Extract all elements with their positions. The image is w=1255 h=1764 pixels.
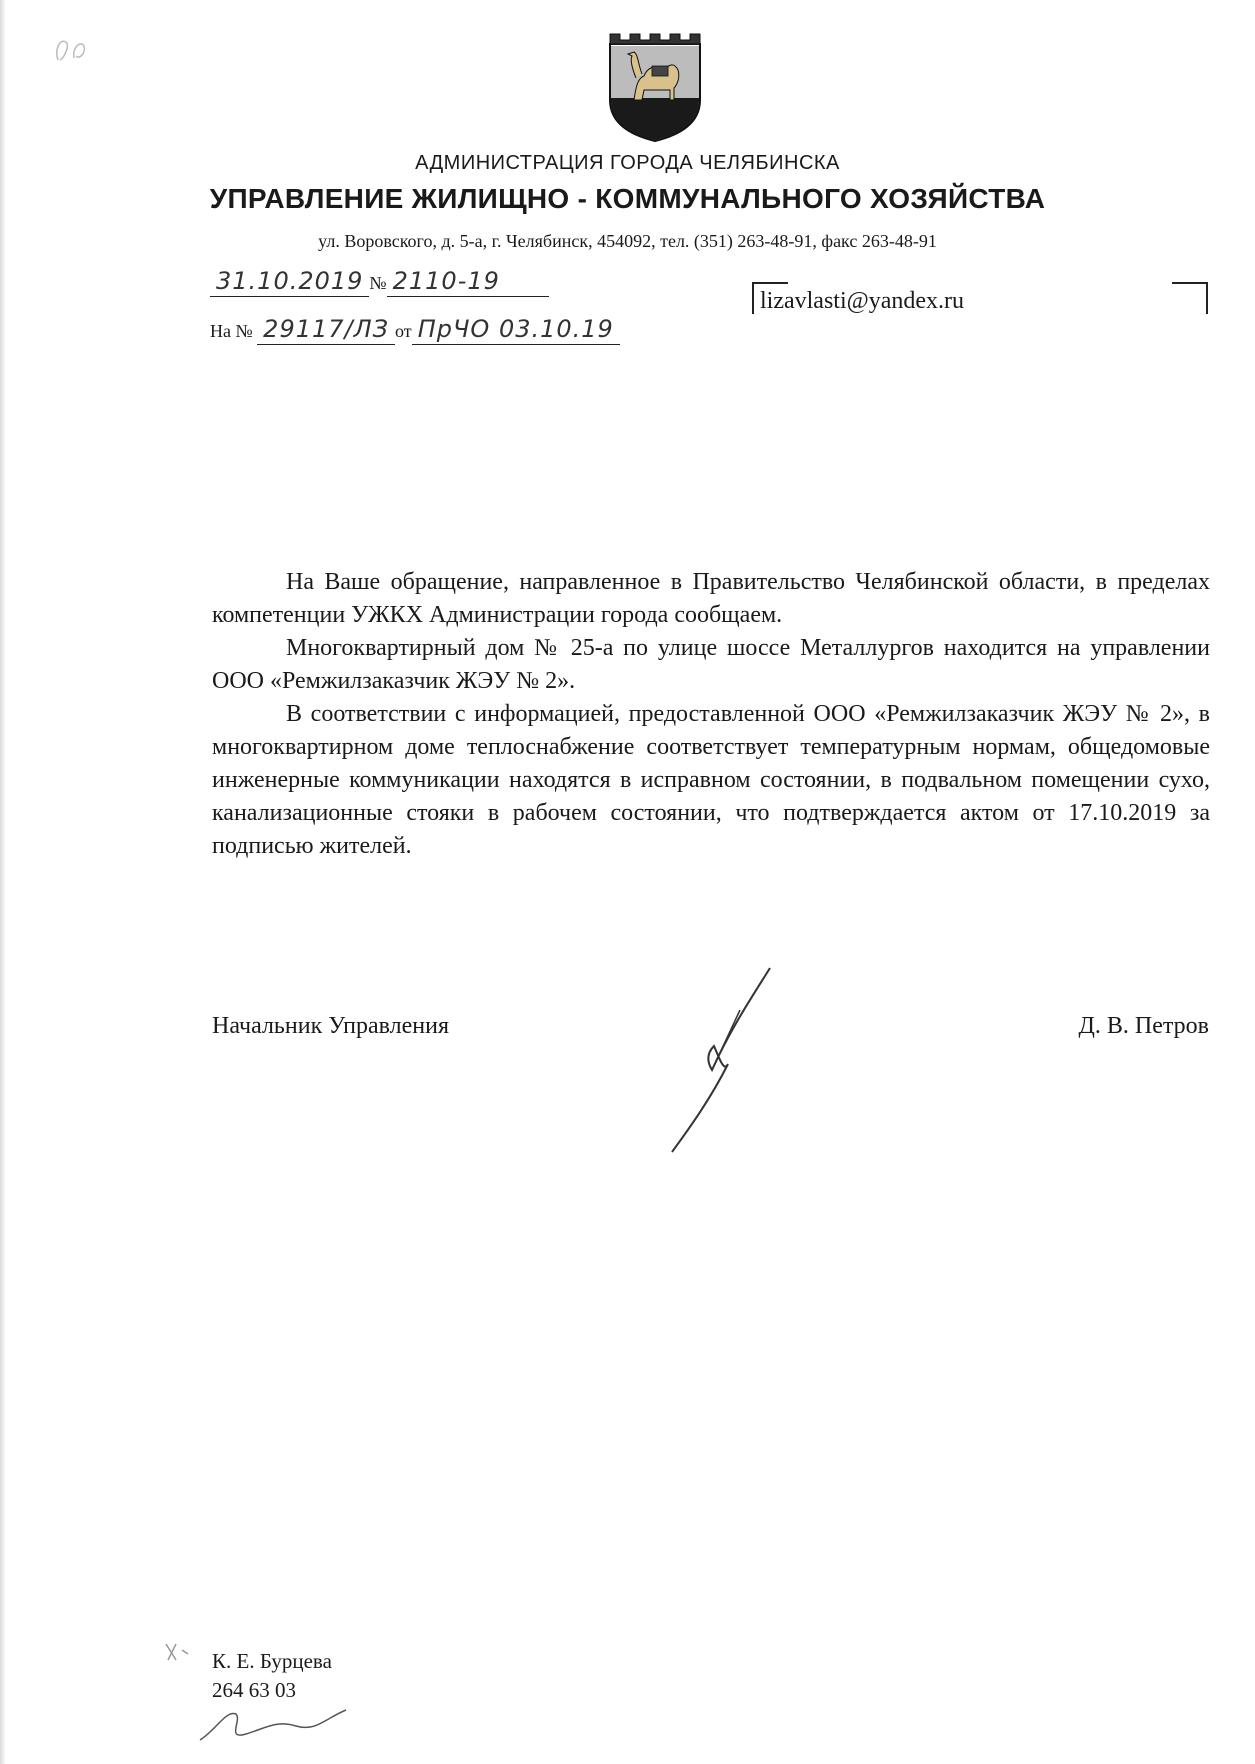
number-label: № [369,273,387,293]
from-label: от [395,321,412,341]
reply-label: На № [210,321,253,341]
pencil-check-mark [162,1638,202,1666]
reply-registration [210,314,620,345]
scan-edge [0,0,6,1764]
chelyabinsk-coat-of-arms-icon [608,30,702,143]
executor-phone: 264 63 03 [212,1678,296,1702]
executor-name: К. Е. Бурцева [212,1649,332,1673]
body-paragraph: В соответствии с информацией, предоставленной ООО «Ремжилзаказчик ЖЭУ № 2», в многоквартирном доме теплоснабжение соответствует температурным нормам, общедомовые инженерные коммуникации находятся в исправном состоянии, в подвальном помещении сухо, канализационные стояки в рабочем состоянии, что подтверждается актом от 17.10.2019 за подписью жителей. [212,701,1210,859]
outgoing-number: 2110-19 [387,266,549,297]
executor-signature [196,1700,356,1750]
signatory-title: Начальник Управления [212,1013,449,1039]
reply-number: 29117/ЛЗ [257,314,395,345]
body-paragraph: Многоквартирный дом № 25-а по улице шоссе Металлургов находится на управлении ООО «Ремжилзаказчик ЖЭУ № 2». [212,635,1210,694]
pencil-mark [50,30,100,70]
department-title: УПРАВЛЕНИЕ ЖИЛИЩНО - КОММУНАЛЬНОГО ХОЗЯЙСТВА [209,183,1046,214]
department-address: ул. Воровского, д. 5-а, г. Челябинск, 454092, тел. (351) 263-48-91, факс 263-48-91 [318,231,937,251]
administration-title: АДМИНИСТРАЦИЯ ГОРОДА ЧЕЛЯБИНСКА [415,152,840,174]
addressee-email: lizavlasti@yandex.ru [760,288,965,314]
address-corner-right [1172,282,1208,314]
outgoing-date: 31.10.2019 [210,266,369,297]
outgoing-registration [210,266,549,297]
signatory-name: Д. В. Петров [1078,1013,1209,1039]
handwritten-signature [650,960,800,1160]
reply-date: ПрЧО 03.10.19 [412,314,620,345]
body-paragraph: На Ваше обращение, направленное в Правительство Челябинской области, в пределах компетенции УЖКХ Администрации города сообщаем. [212,569,1210,628]
letter-body [212,566,1210,863]
